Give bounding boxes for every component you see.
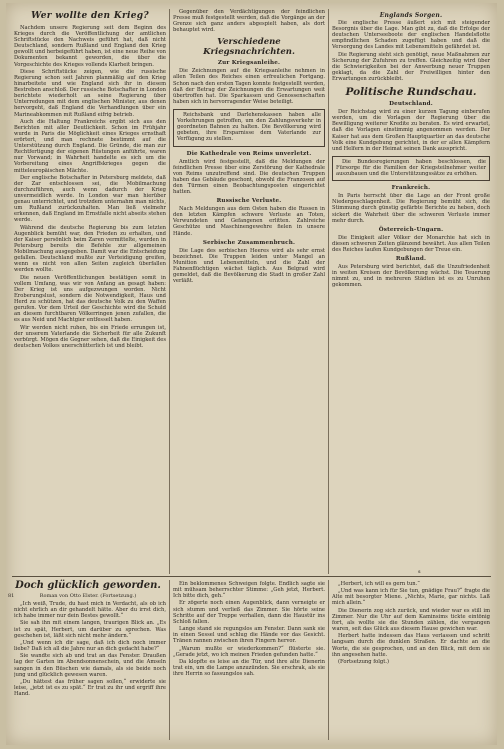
- paragraph: Die englische Presse äußert sich mit steigender Besorgnis über die Lage. Man gibt zu, daß die Erfolge der deutschen Unterseeboote der englischen Handelsflotte empfindlichen Schaden zugefügt haben und daß die Versorgung des Landes mit Lebensmitteln gefährdet ist.: [332, 20, 490, 51]
- paragraph: Der Reichstag wird zu einer kurzen Tagung einberufen werden, um die Vorlagen der Regierung über die Bewilligung weiterer Kredite zu beraten. Es wird erwartet, daß die Vorlagen einstimmig angenommen werden. Der Kaiser hat aus dem Großen Hauptquartier an das deutsche Volk eine Kundgebung gerichtet, in der er allen Kämpfern und Helfern in der Heimat seinen Dank ausspricht.: [332, 109, 490, 152]
- paragraph: Lange stand sie regungslos am Fenster. Dann sank sie in einen Sessel und schlug die Hände vor das Gesicht. Tränen rannen zwischen ihren Fingern hervor.: [173, 626, 325, 645]
- column-divider: [169, 580, 170, 740]
- novel-byline: [14, 593, 162, 599]
- novel-continuation: (Fortsetzung.): [100, 593, 137, 599]
- subheading: Rußland.: [395, 256, 427, 262]
- paragraph: „Herbert, ich will es gern tun.“: [338, 581, 420, 587]
- paragraph: Die Dienerin zog sich zurück, und wieder war es still im Zimmer. Nur die Uhr auf dem Kaminsims tickte eintönig fort, als wollte sie die Stunden zählen, die vergangen waren, seit das Glück aus diesem Hause gewichen war.: [332, 607, 490, 633]
- subheading: Zur Kriegsanleihe.: [217, 60, 281, 67]
- paragraph: „Warum mußte er wiederkommen?“ flüsterte sie. „Gerade jetzt, wo ich meinen Frieden gefunden hatte.“: [173, 645, 325, 658]
- paragraph: Gegenüber den Verdächtigungen der feindlichen Presse muß festgestellt werden, daß die Vorgänge an der Grenze sich ganz anders abgespielt haben, als dort behauptet wird.: [173, 9, 325, 34]
- section-title-politics: Politische Rundschau.: [345, 86, 477, 99]
- column-divider: [328, 580, 329, 740]
- paragraph: Die Einigkeit aller Völker der Monarchie hat sich in diesen schweren Zeiten glänzend bewährt. Aus allen Teilen des Reiches laufen Kundgebungen der Treue ein.: [332, 234, 490, 253]
- novel-column-3: [332, 581, 490, 739]
- subheading: Russische Verluste.: [216, 198, 282, 205]
- novel-column-1: [14, 601, 166, 739]
- paragraph: „Du hättest das früher sagen sollen,“ erwiderte sie leise, „jetzt ist es zu spät.“ Er trat zu ihr und ergriff ihre Hand.: [14, 678, 166, 698]
- page-number: 81: [8, 593, 15, 599]
- paragraph: Die neuen Veröffentlichungen bestätigen somit in vollem Umfang, was wir von Anfang an gesagt haben: Der Krieg ist uns aufgezwungen worden. Nicht Eroberungslust, sondern die Notwendigkeit, Haus und Herd zu schützen, hat das deutsche Volk zu den Waffen gerufen. Vor dem Urteil der Geschichte wird die Schuld an diesem furchtbaren Völkerringen jenen zufallen, die es aus Neid und Machtgier entfesselt haben.: [14, 274, 166, 324]
- footer-mark: s: [418, 569, 421, 575]
- paragraph: Die Zeichnungen auf die Kriegsanleihe nehmen in allen Teilen des Reiches einen erfreulichen Fortgang. Schon nach den ersten Tagen konnte festgestellt werden, daß der Betrag der Zeichnungen die Erwartungen weit übertroffen hat. Die Sparkassen und Genossenschaften haben sich in hervorragender Weise beteiligt.: [173, 68, 325, 105]
- column-politics: [332, 9, 490, 574]
- boxed-notice: [173, 109, 325, 147]
- paragraph: Da klopfte es leise an die Tür, und ihre alte Dienerin trat ein, um die Lampe anzuzünden. Sie erschrak, als sie ihre Herrin so fassungslos sah.: [173, 658, 325, 678]
- article-title-england: Englands Sorgen.: [379, 12, 443, 19]
- paragraph: (Fortsetzung folgt.): [338, 658, 390, 665]
- paragraph: Nachdem unsere Regierung seit dem Beginn des Krieges durch die Veröffentlichung der amtlichen Schriftstücke den Nachweis geführt hat, daß nicht Deutschland, sondern Rußland und England den Krieg gewollt und herbeigeführt haben, ist eine neue Reihe von Dokumenten bekannt geworden, die über die Vorgeschichte des Krieges vollends Klarheit bringen.: [14, 25, 166, 68]
- paragraph: Er zögerte noch einen Augenblick, dann verneigte er sich stumm und verließ das Zimmer. Sie hörte seine Schritte auf der Treppe verhallen, dann die Haustür ins Schloß fallen.: [173, 600, 325, 625]
- paragraph: Ein beklommenes Schweigen folgte. Endlich sagte sie mit mühsam beherrschter Stimme: „Geh jetzt, Herbert. Ich bitte dich, geh.“: [173, 581, 325, 600]
- paragraph: Sie wandte sich ab und trat an das Fenster. Draußen lag der Garten im Abendsonnenschein, und die Amseln sangen in den Büschen wie damals, als sie beide noch jung und glücklich gewesen waren.: [14, 653, 166, 678]
- paragraph: Herbert hatte indessen das Haus verlassen und schritt langsam durch die dunklen Straßen. Er dachte an die Worte, die sie gesprochen, und an den Blick, mit dem sie ihn angesehen hatte.: [332, 633, 490, 658]
- subheading: Österreich-Ungarn.: [378, 226, 444, 233]
- paragraph: Amtlich wird festgestellt, daß die Meldungen der feindlichen Presse über eine Zerstörung der Kathedrale von Reims unzutreffend sind. Die deutschen Truppen haben das Gebäude geschont, obwohl die Franzosen auf den Türmen einen Beobachtungsposten eingerichtet hatten.: [173, 158, 325, 196]
- paragraph: „Und wenn ich dir sage, daß ich dich noch immer liebe? Daß ich all die Jahre nur an dich gedacht habe?“: [14, 639, 166, 653]
- novel-author: Roman von Otto Elster.: [39, 593, 99, 599]
- paragraph: Aus Petersburg wird berichtet, daß die Unzufriedenheit in weiten Kreisen der Bevölkerung wächst. Die Teuerung nimmt zu, und in mehreren Städten ist es zu Unruhen gekommen.: [332, 264, 490, 289]
- paragraph: „Ich weiß, Trude, du hast mich in Verdacht, als ob ich nicht ehrlich an dir gehandelt hätte. Aber du irrst dich, ich habe immer nur dein Bestes gewollt.“: [14, 601, 166, 620]
- novel-title: Doch glücklich geworden.: [15, 580, 161, 591]
- column-war-news: [173, 9, 325, 574]
- paragraph: Reichsbank und Darlehenskassen haben alle Vorkehrungen getroffen, um den Zahlungsverkehr in geordneten Bahnen zu halten. Die Bevölkerung wird gebeten, ihre Ersparnisse dem Vaterlande zur Verfügung zu stellen.: [177, 111, 321, 143]
- column-divider: [169, 9, 170, 574]
- paragraph: In Paris herrscht über die Lage an der Front große Niedergeschlagenheit. Die Regierung bemüht sich, die Stimmung durch günstig gefärbte Berichte zu heben, doch sickert die Wahrheit über die schweren Verluste immer mehr durch.: [332, 193, 490, 224]
- paragraph: Während die deutsche Regierung bis zum letzten Augenblick bemüht war, den Frieden zu erhalten, und der Kaiser persönlich beim Zaren vermittelte, wurden in Petersburg bereits die Befehle zur allgemeinen Mobilmachung ausgegeben. Damit war die Entscheidung gefallen. Deutschland mußte zur Verteidigung greifen, wenn es nicht von allen Seiten zugleich überfallen werden wollte.: [14, 224, 166, 274]
- section-title-war-news: Verschiedene Kriegsnachrichten.: [203, 37, 295, 58]
- paragraph: Sie sah ihn mit einem langen, traurigen Blick an. „Es ist zu spät, Herbert, um darüber zu sprechen. Was geschehen ist, läßt sich nicht mehr ändern.“: [14, 620, 166, 639]
- paragraph: Die Regierung sieht sich genötigt, neue Maßnahmen zur Sicherung der Zufuhren zu treffen. Gleichzeitig wird über die Schwierigkeiten bei der Anwerbung neuer Truppen geklagt, da die Zahl der Freiwilligen hinter den Erwartungen zurückbleibt.: [332, 51, 490, 83]
- column-war-guilt: [14, 9, 166, 574]
- paragraph: „Und was kann ich für Sie tun, gnädige Frau?“ fragte die Alte mit besorgter Miene. „Nichts, Marie, gar nichts. Laß mich allein.“: [332, 588, 490, 607]
- article-title-war-guilt: Wer wollte den Krieg?: [31, 11, 149, 21]
- subheading: Frankreich.: [391, 185, 431, 192]
- paragraph: Diese Schriftstücke zeigen, wie die russische Regierung schon seit Jahren planmäßig auf den Krieg hinarbeitete und wie England sich ihr in diesem Bestreben anschloß. Der russische Botschafter in London berichtete wiederholt an seine Regierung über Unterredungen mit dem englischen Minister, aus denen hervorgeht, daß England die Verhandlungen über ein Marineabkommen mit Rußland eifrig betrieb.: [14, 68, 166, 118]
- novel-column-2: [173, 581, 325, 739]
- paragraph: Auch die Haltung Frankreichs ergibt sich aus den Berichten mit aller Deutlichkeit. Schon im Frühjahr wurde in Paris die Möglichkeit eines Krieges ernsthaft erörtert, und man rechnete bestimmt auf die Unterstützung durch England. Die Gründe, die man zur Rechtfertigung der eigenen Rüstungen anführte, waren nur Vorwand; in Wahrheit handelte es sich um die Vorbereitung eines Angriffskrieges gegen die mitteleuropäischen Mächte.: [14, 118, 166, 174]
- boxed-notice: [332, 156, 490, 181]
- paragraph: Der englische Botschafter in Petersburg meldete, daß der Zar entschlossen sei, die Mobilmachung durchzuführen, auch wenn dadurch der Krieg unvermeidlich werde. In London war man hierüber genau unterrichtet, und trotzdem unternahm man nichts, um Rußland zurückzuhalten. Man ließ vielmehr erkennen, daß England im Ernstfalle nicht abseits stehen werde.: [14, 174, 166, 224]
- paragraph: Die Lage des serbischen Heeres wird als sehr ernst bezeichnet. Die Truppen leiden unter Mangel an Munition und Lebensmitteln, und die Zahl der Fahnenflüchtigen wächst täglich. Aus Belgrad wird gemeldet, daß die Bevölkerung die Stadt in großer Zahl verläßt.: [173, 247, 325, 285]
- paragraph: Nach Meldungen aus dem Osten haben die Russen in den letzten Kämpfen schwere Verluste an Toten, Verwundeten und Gefangenen erlitten. Zahlreiche Geschütze und Maschinengewehre fielen in unsere Hände.: [173, 206, 325, 237]
- newspaper-page: [6, 3, 497, 745]
- paragraph: Wir werden nicht ruhen, bis ein Friede errungen ist, der unserem Vaterlande die Sicherheit für alle Zukunft verbürgt. Mögen die Gegner sehen, daß die Einigkeit des deutschen Volkes unerschütterlich ist und bleibt.: [14, 324, 166, 349]
- subheading: Die Kathedrale von Reims unverletzt.: [186, 150, 312, 157]
- column-divider: [328, 9, 329, 574]
- subheading: Serbische Zusammenbruch.: [202, 239, 296, 246]
- subheading: Deutschland.: [389, 101, 433, 108]
- paragraph: Die Bundesregierungen haben beschlossen, die Fürsorge für die Familien der Kriegsteilnehmer weiter auszubauen und die Unterstützungssätze zu erhöhen.: [336, 158, 486, 177]
- feuilleton-divider: [12, 576, 491, 577]
